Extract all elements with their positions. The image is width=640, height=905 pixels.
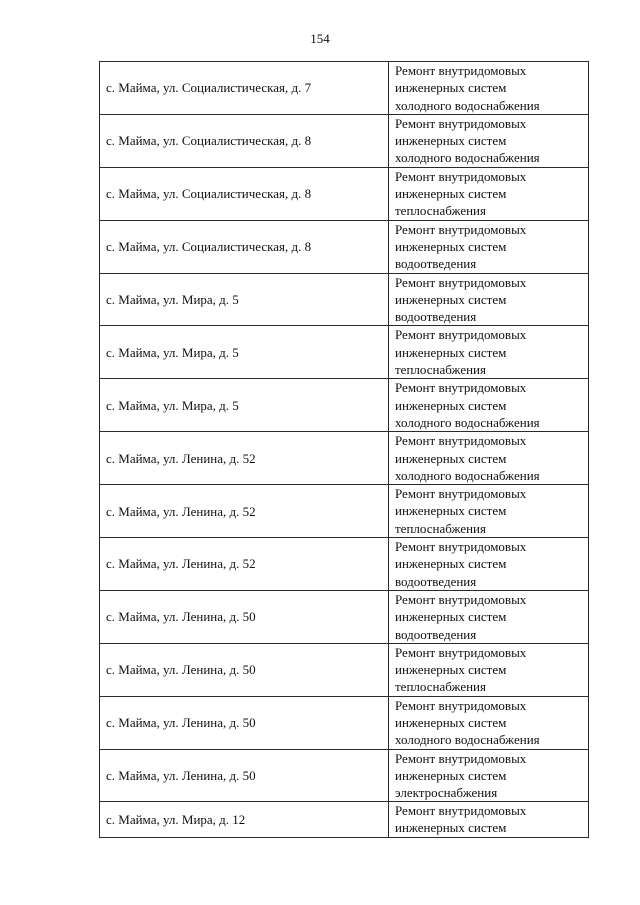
work-type-cell [389,379,589,432]
work-type-line: инженерных систем [395,397,507,413]
work-type-cell [389,643,589,696]
address-cell: с. Майма, ул. Ленина, д. 50 [100,696,389,749]
work-type-cell [389,590,589,643]
work-type-line: Ремонт внутридомовых [395,327,527,343]
table-row [100,114,589,167]
table-row [100,696,589,749]
work-type-line: инженерных систем [395,80,507,96]
work-type-line: Ремонт внутридомовых [395,644,527,660]
work-type-line: инженерных систем [395,186,507,202]
table-row [100,485,589,538]
address-cell: с. Майма, ул. Ленина, д. 50 [100,643,389,696]
work-type-line: холодного водоснабжения [395,467,540,483]
work-type-cell [389,802,589,838]
work-type-line: инженерных систем [395,133,507,149]
work-type-line: инженерных систем [395,450,507,466]
works-table-body [100,62,589,838]
work-type-line: инженерных систем [395,556,507,572]
work-type-line: инженерных систем [395,344,507,360]
work-type-line: холодного водоснабжения [395,414,540,430]
works-table [99,61,589,838]
work-type-cell [389,326,589,379]
address-cell: с. Майма, ул. Социалистическая, д. 8 [100,167,389,220]
work-type-line: водоотведения [395,256,477,272]
work-type-line: Ремонт внутридомовых [395,221,527,237]
work-type-line: холодного водоснабжения [395,732,540,748]
work-type-line: Ремонт внутридомовых [395,168,527,184]
work-type-cell [389,167,589,220]
address-cell: с. Майма, ул. Мира, д. 12 [100,802,389,838]
page-number: 154 [310,31,330,46]
work-type-line: Ремонт внутридомовых [395,274,527,290]
work-type-line: Ремонт внутридомовых [395,697,527,713]
work-type-line: инженерных систем [395,238,507,254]
address-cell: с. Майма, ул. Мира, д. 5 [100,379,389,432]
address-cell: с. Майма, ул. Социалистическая, д. 7 [100,62,389,115]
work-type-line: Ремонт внутридомовых [395,63,527,78]
table-row [100,62,589,115]
address-cell: с. Майма, ул. Ленина, д. 52 [100,485,389,538]
table-row [100,326,589,379]
address-cell: с. Майма, ул. Мира, д. 5 [100,326,389,379]
work-type-line: инженерных систем [395,291,507,307]
work-type-line: Ремонт внутридомовых [395,591,527,607]
address-cell: с. Майма, ул. Мира, д. 5 [100,273,389,326]
table-row [100,749,589,802]
address-cell: с. Майма, ул. Ленина, д. 52 [100,538,389,591]
work-type-cell [389,538,589,591]
table-row [100,432,589,485]
work-type-line: Ремонт внутридомовых [395,539,527,555]
work-type-line: водоотведения [395,626,477,642]
address-cell: с. Майма, ул. Социалистическая, д. 8 [100,220,389,273]
table-row [100,538,589,591]
table-row [100,167,589,220]
work-type-cell [389,485,589,538]
work-type-cell [389,62,589,115]
work-type-line: инженерных систем [395,503,507,519]
work-type-cell [389,696,589,749]
work-type-cell [389,432,589,485]
work-type-cell [389,220,589,273]
work-type-line: теплоснабжения [395,679,486,695]
table-row [100,643,589,696]
work-type-line: Ремонт внутридомовых [395,486,527,502]
table-row [100,802,589,838]
work-type-line: теплоснабжения [395,520,486,536]
table-row [100,220,589,273]
work-type-line: электроснабжения [395,785,498,801]
work-type-line: теплоснабжения [395,362,486,378]
work-type-cell [389,273,589,326]
work-type-line: теплоснабжения [395,203,486,219]
work-type-line: Ремонт внутридомовых [395,750,527,766]
work-type-line: Ремонт внутридомовых [395,115,527,131]
work-type-line: Ремонт внутридомовых [395,803,527,819]
work-type-line: холодного водоснабжения [395,150,540,166]
table-row [100,379,589,432]
address-cell: с. Майма, ул. Ленина, д. 50 [100,590,389,643]
table-row [100,273,589,326]
address-cell: с. Майма, ул. Социалистическая, д. 8 [100,114,389,167]
work-type-line: инженерных систем [395,767,507,783]
table-row [100,590,589,643]
work-type-line: холодного водоснабжения [395,97,540,113]
address-cell: с. Майма, ул. Ленина, д. 52 [100,432,389,485]
work-type-line: Ремонт внутридомовых [395,433,527,449]
address-cell: с. Майма, ул. Ленина, д. 50 [100,749,389,802]
work-type-cell [389,749,589,802]
work-type-line: инженерных систем [395,662,507,678]
work-type-line: инженерных систем [395,609,507,625]
work-type-line: Ремонт внутридомовых [395,380,527,396]
work-type-cell [389,114,589,167]
work-type-line: водоотведения [395,309,477,325]
work-type-line: водоотведения [395,573,477,589]
work-type-line: инженерных систем [395,714,507,730]
work-type-line: инженерных систем [395,820,507,836]
